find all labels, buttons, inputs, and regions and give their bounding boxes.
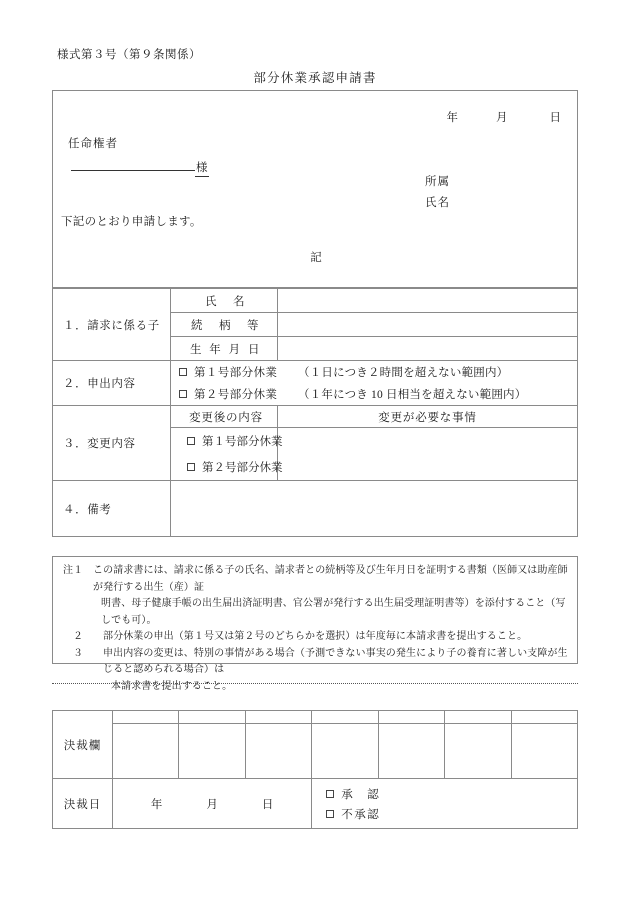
approval-signature-cell[interactable]	[378, 724, 444, 779]
option-type1[interactable]	[171, 361, 577, 383]
decision-approve[interactable]	[326, 784, 577, 804]
approval-date-day-label: 日	[261, 798, 274, 811]
note-line: 明書、母子健康手帳の出生届出済証明書、官公署が発行する出生届受理証明書等）を添付すること（写しでも可）。	[101, 598, 566, 626]
approval-signature-cell[interactable]	[312, 724, 378, 779]
approval-signature-cell[interactable]	[511, 724, 577, 779]
change-option-type2-label: 第２号部分休業	[202, 462, 283, 474]
note-text	[93, 563, 569, 629]
approval-date-year-label: 年	[150, 798, 163, 811]
child-relation-label: 続 柄 等	[171, 313, 278, 337]
table-row	[53, 481, 578, 537]
checkbox-icon[interactable]	[187, 463, 195, 471]
remarks-input[interactable]	[171, 481, 578, 537]
approval-cell[interactable]	[312, 711, 378, 724]
form-code: 様式第３号（第９条関係）	[57, 49, 201, 61]
appointer-name-input[interactable]	[71, 155, 195, 171]
child-name-input[interactable]	[278, 289, 578, 313]
note-item	[61, 563, 569, 629]
note-number: ２	[73, 631, 84, 642]
approval-signature-cell[interactable]	[245, 724, 311, 779]
decision-reject-label: 不承認	[341, 808, 381, 821]
approval-signature-cell[interactable]	[445, 724, 511, 779]
table-row	[53, 361, 578, 406]
applicant-header-block	[52, 90, 578, 288]
note-line: 申出内容の変更は、特別の事情がある場合（予測できない事実の発生により子の養育に著しい支障が生じると認められる場合）は	[103, 647, 568, 675]
notes-block	[52, 556, 578, 692]
date-day-label: 日	[549, 112, 561, 124]
note-item	[61, 629, 569, 646]
approval-cell[interactable]	[113, 711, 179, 724]
checkbox-icon[interactable]	[326, 790, 334, 798]
note-line: 本請求書を提出すること。	[111, 680, 233, 692]
row-label-application-content: ２．申出内容	[53, 361, 171, 406]
approval-cell[interactable]	[511, 711, 577, 724]
option-type1-label: 第１号部分休業	[194, 367, 278, 379]
approval-date-month-label: 月	[206, 798, 218, 811]
child-birthdate-input[interactable]	[278, 337, 578, 361]
page-title: 部分休業承認申請書	[253, 71, 377, 85]
approval-date-label: 決裁日	[53, 779, 113, 829]
note-number: ３	[73, 647, 84, 659]
approval-column-label: 決裁欄	[53, 711, 113, 779]
note-line: この請求書には、請求に係る子の氏名、請求者との続柄等及び生年月日を証明する書類（医師又は助産師が発行する出生（産）証	[93, 565, 568, 593]
application-content-options	[171, 361, 578, 406]
change-content-options	[171, 428, 283, 481]
application-date-line	[447, 109, 562, 125]
change-content-header: 変更後の内容	[171, 406, 278, 428]
table-row	[53, 779, 578, 829]
request-sentence: 下記のとおり申請します。	[61, 216, 202, 228]
ki-mark: 記	[310, 252, 322, 264]
table-row	[53, 289, 578, 313]
approval-cell[interactable]	[179, 711, 245, 724]
checkbox-icon[interactable]	[179, 368, 187, 376]
row-label-child: １．請求に係る子	[53, 289, 171, 361]
option-type1-note: （１日につき２時間を超えない範囲内）	[298, 367, 509, 379]
approval-date-input[interactable]	[113, 779, 312, 829]
checkbox-icon[interactable]	[187, 437, 195, 445]
child-birthdate-label: 生 年 月 日	[171, 337, 278, 361]
approval-cell[interactable]	[245, 711, 311, 724]
appointer-name-line	[71, 155, 209, 177]
approval-table	[52, 710, 578, 829]
note-item	[61, 646, 569, 696]
appointer-honorific: 様	[195, 161, 209, 177]
date-month-label: 月	[496, 112, 508, 124]
note-text	[103, 629, 569, 646]
decision-approve-label: 承 認	[341, 788, 381, 801]
option-type2[interactable]	[171, 383, 577, 405]
change-option-type1[interactable]	[179, 428, 283, 454]
applicant-name-label: 氏名	[425, 197, 450, 209]
approval-signature-cell[interactable]	[113, 724, 179, 779]
note-number: 注１	[63, 565, 84, 576]
affiliation-label: 所属	[425, 176, 450, 188]
change-reason-header: 変更が必要な事情	[278, 406, 578, 428]
child-relation-input[interactable]	[278, 313, 578, 337]
change-option-type2[interactable]	[179, 454, 283, 480]
note-text	[103, 646, 569, 696]
note-line: 部分休業の申出（第１号又は第２号のどちらかを選択）は年度毎に本請求書を提出すること。	[103, 631, 528, 642]
change-option-type1-label: 第１号部分休業	[202, 436, 283, 448]
cut-line-divider	[52, 683, 578, 684]
table-row	[53, 406, 578, 428]
checkbox-icon[interactable]	[326, 810, 334, 818]
decision-reject[interactable]	[326, 804, 577, 824]
appointer-label: 任命権者	[68, 138, 118, 150]
date-year-label: 年	[446, 112, 458, 124]
approval-decision-options	[312, 779, 578, 829]
checkbox-icon[interactable]	[179, 390, 187, 398]
child-name-label: 氏 名	[171, 289, 278, 313]
change-reason-input[interactable]	[278, 428, 578, 481]
approval-cell[interactable]	[445, 711, 511, 724]
row-label-change-content: ３．変更内容	[53, 406, 171, 481]
option-type2-note: （１年につき 10 日相当を超えない範囲内）	[298, 389, 527, 401]
table-row	[53, 711, 578, 724]
row-label-remarks: ４．備考	[53, 481, 171, 537]
option-type2-label: 第２号部分休業	[194, 389, 278, 401]
application-details-table	[52, 288, 578, 537]
approval-signature-cell[interactable]	[179, 724, 245, 779]
approval-cell[interactable]	[378, 711, 444, 724]
table-row	[53, 724, 578, 779]
